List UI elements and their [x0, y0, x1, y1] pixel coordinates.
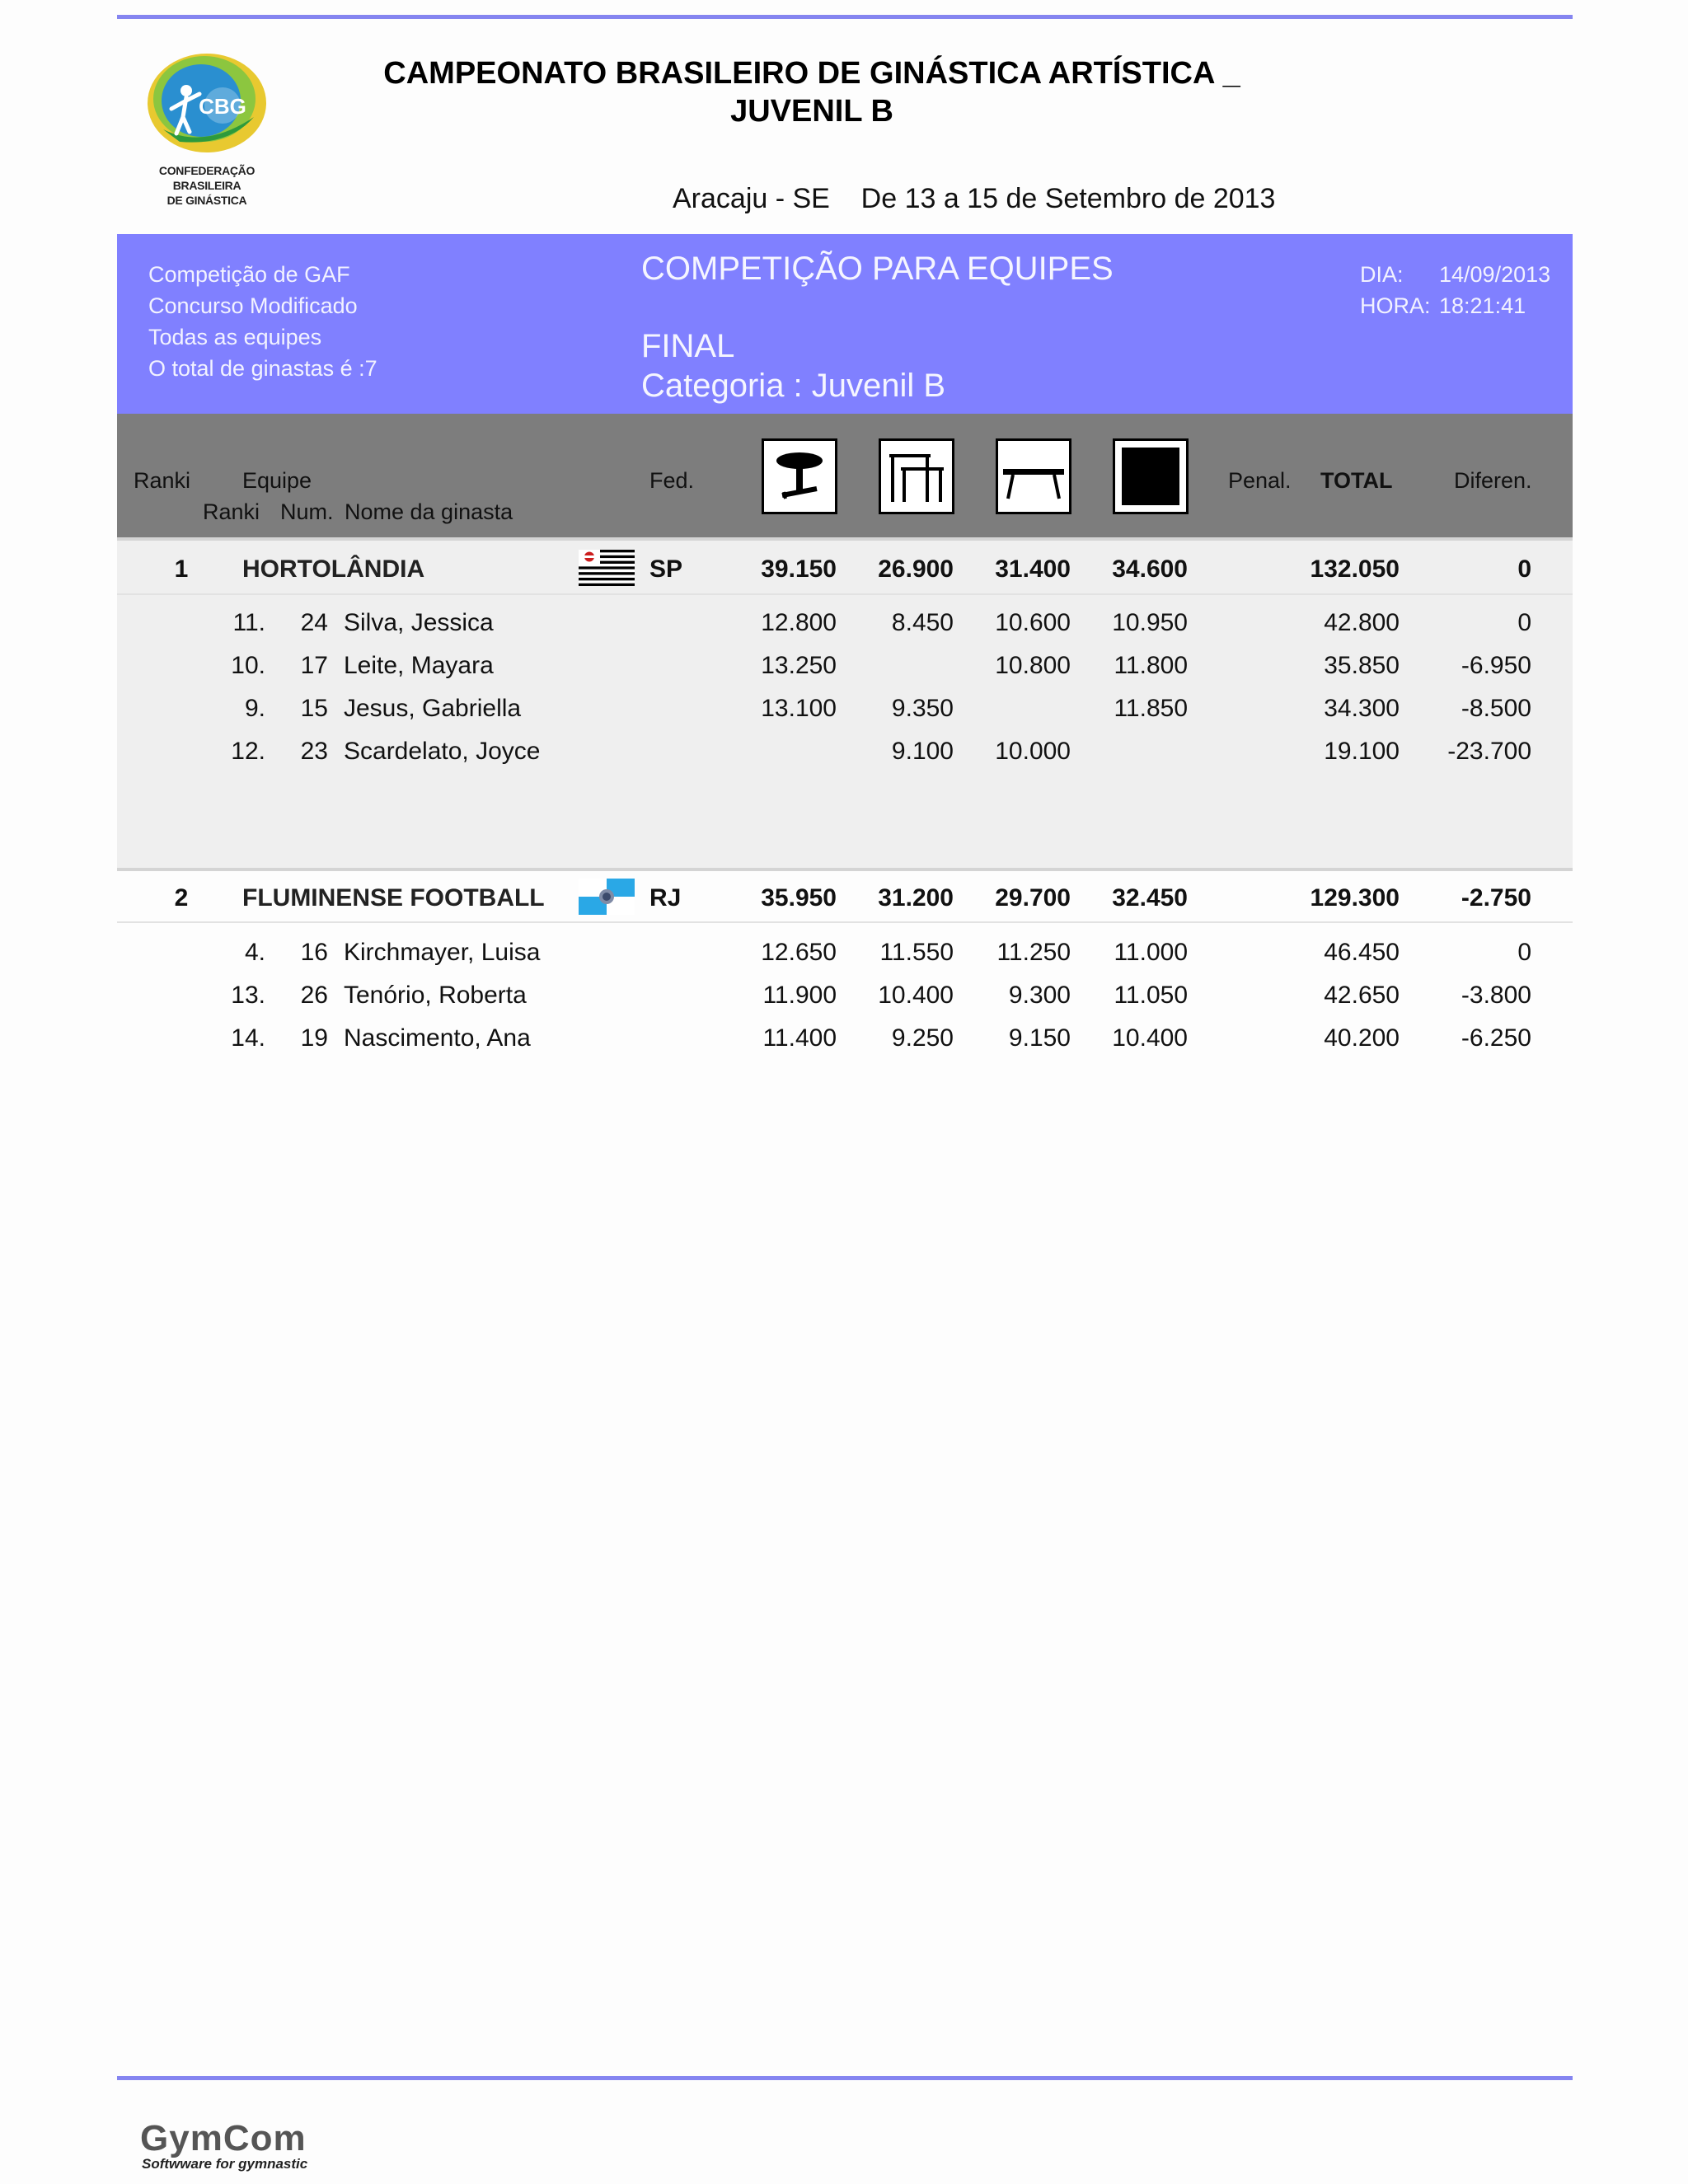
gymnast-rank: 12. [231, 738, 265, 765]
gymnast-apparatus-score: 13.100 [761, 695, 837, 722]
info-left [148, 259, 377, 384]
team-apparatus-score: 32.450 [1112, 884, 1188, 912]
competition-title: COMPETIÇÃO PARA EQUIPES [641, 251, 1114, 287]
team-fed: SP [649, 555, 683, 583]
gymnast-apparatus-score: 8.450 [891, 609, 954, 636]
gymnast-apparatus-score: 10.400 [878, 982, 954, 1009]
sao-paulo-flag [579, 550, 635, 586]
gymcom-logo: GymCom [140, 2118, 307, 2158]
date-label: DIA: [1360, 262, 1404, 287]
gymnast-apparatus-score: 10.950 [1112, 609, 1188, 636]
gymnast-apparatus-score: 11.900 [762, 982, 837, 1009]
team-apparatus-score: 39.150 [761, 555, 837, 583]
gymnast-diff: -23.700 [1447, 738, 1531, 765]
date-value: 14/09/2013 [1439, 262, 1551, 287]
team-total: 129.300 [1310, 884, 1400, 912]
gymnast-diff: -6.950 [1461, 652, 1531, 679]
gymnast-name: Scardelato, Joyce [344, 738, 541, 765]
gymnast-name: Kirchmayer, Luisa [344, 939, 541, 966]
uneven-bars-icon [879, 438, 954, 514]
gymnast-name: Leite, Mayara [344, 652, 494, 679]
team-apparatus-score: 31.200 [878, 884, 954, 912]
team-apparatus-score: 31.400 [995, 555, 1071, 583]
col-team: Equipe [242, 468, 312, 493]
gymnast-apparatus-score: 10.400 [1112, 1024, 1188, 1052]
gymnast-total: 19.100 [1324, 738, 1400, 765]
column-header [117, 414, 1573, 537]
gymnast-total: 42.800 [1324, 609, 1400, 636]
gymnast-num: 23 [300, 738, 328, 765]
floor-icon [1113, 438, 1189, 514]
team-total: 132.050 [1310, 555, 1400, 583]
col-gymnast: Nome da ginasta [345, 499, 513, 524]
gymnast-diff: -8.500 [1461, 695, 1531, 722]
team-diff: -2.750 [1461, 884, 1531, 912]
gymnast-apparatus-score: 11.800 [1114, 652, 1188, 679]
info-line: Concurso Modificado [148, 293, 358, 318]
gymnast-rank: 10. [231, 652, 265, 679]
gymnast-apparatus-score: 11.550 [879, 939, 954, 966]
dates: De 13 a 15 de Setembro de 2013 [860, 183, 1276, 214]
gymnast-num: 17 [300, 652, 328, 679]
phase: FINAL [641, 328, 735, 364]
gymnast-apparatus-score: 11.050 [1114, 982, 1188, 1009]
title-line-2: JUVENIL B [730, 94, 893, 129]
team-rank: 2 [174, 884, 189, 912]
cbg-logo [147, 51, 267, 155]
team-apparatus-score: 35.950 [761, 884, 837, 912]
team-apparatus-score: 29.700 [995, 884, 1071, 912]
gymnast-diff: 0 [1517, 939, 1531, 966]
team-diff: 0 [1517, 555, 1531, 583]
col-total: TOTAL [1320, 468, 1393, 493]
info-line: Todas as equipes [148, 325, 322, 349]
team-name: HORTOLÂNDIA [242, 555, 425, 583]
rio-de-janeiro-flag [579, 879, 635, 915]
gymnast-apparatus-score: 9.100 [891, 738, 954, 765]
gymnast-apparatus-score: 9.350 [891, 695, 954, 722]
title-line-1: CAMPEONATO BRASILEIRO DE GINÁSTICA ARTÍSTICA _ [383, 56, 1240, 91]
team-name: FLUMINENSE FOOTBALL [242, 884, 545, 912]
gymnast-num: 24 [300, 609, 328, 636]
info-line: Competição de GAF [148, 262, 350, 287]
team-separator [117, 868, 1573, 871]
gymnast-num: 16 [300, 939, 328, 966]
team-apparatus-score: 34.600 [1112, 555, 1188, 583]
gymnast-apparatus-score: 12.650 [761, 939, 837, 966]
gymnast-rank: 9. [244, 695, 265, 722]
team-rank: 1 [174, 555, 189, 583]
gymnast-apparatus-score: 9.150 [1008, 1024, 1071, 1052]
gymnast-diff: -3.800 [1461, 982, 1531, 1009]
category: Categoria : Juvenil B [641, 368, 946, 404]
vault-icon [762, 438, 837, 514]
col-rank: Ranki [134, 468, 191, 493]
balance-beam-icon [996, 438, 1071, 514]
gymnast-apparatus-score: 11.000 [1114, 939, 1188, 966]
gymnast-rank: 14. [231, 1024, 265, 1052]
gymnast-num: 19 [300, 1024, 328, 1052]
info-band [117, 234, 1573, 414]
info-line: O total de ginastas é :7 [148, 356, 377, 381]
bottom-rule [117, 2076, 1573, 2080]
svg-text:CBG: CBG [199, 94, 246, 119]
col-fed: Fed. [649, 468, 695, 493]
team-fed: RJ [649, 884, 682, 912]
gymnast-name: Tenório, Roberta [344, 982, 527, 1009]
gymnast-apparatus-score: 9.300 [1008, 982, 1071, 1009]
team-apparatus-score: 26.900 [878, 555, 954, 583]
gymnast-total: 42.650 [1324, 982, 1400, 1009]
gymnast-rank: 4. [244, 939, 265, 966]
location: Aracaju - SE [673, 183, 830, 214]
col-sub-rank: Ranki [203, 499, 260, 524]
team-separator [117, 537, 1573, 541]
gymnast-apparatus-score: 13.250 [761, 652, 837, 679]
top-rule [117, 15, 1573, 19]
gymnast-apparatus-score: 11.850 [1114, 695, 1188, 722]
gymnast-total: 40.200 [1324, 1024, 1400, 1052]
gymnast-diff: -6.250 [1461, 1024, 1531, 1052]
gymnast-apparatus-score: 9.250 [891, 1024, 954, 1052]
time-value: 18:21:41 [1439, 293, 1526, 318]
gymnast-name: Jesus, Gabriella [344, 695, 522, 722]
gymnast-num: 26 [300, 982, 328, 1009]
location-dates [673, 183, 1275, 215]
col-difference: Diferen. [1454, 468, 1532, 493]
gymcom-tagline: Softwware for gymnastic [142, 2156, 308, 2172]
gymnast-apparatus-score: 11.250 [996, 939, 1071, 966]
gymnast-total: 35.850 [1324, 652, 1400, 679]
team-divider [117, 921, 1573, 923]
gymnast-rank: 13. [231, 982, 265, 1009]
gymnast-total: 46.450 [1324, 939, 1400, 966]
gymnast-apparatus-score: 11.400 [762, 1024, 837, 1052]
logo-caption: CONFEDERAÇÃO BRASILEIRA DE GINÁSTICA [158, 164, 256, 207]
col-penalty: Penal. [1228, 468, 1292, 493]
gymnast-apparatus-score: 10.800 [995, 652, 1071, 679]
time-label: HORA: [1360, 293, 1431, 318]
gymnast-apparatus-score: 12.800 [761, 609, 837, 636]
team-divider [117, 593, 1573, 595]
col-num: Num. [280, 499, 334, 524]
gymnast-apparatus-score: 10.600 [995, 609, 1071, 636]
gymnast-num: 15 [300, 695, 328, 722]
gymnast-apparatus-score: 10.000 [995, 738, 1071, 765]
gymnast-total: 34.300 [1324, 695, 1400, 722]
gymnast-name: Nascimento, Ana [344, 1024, 531, 1052]
gymnast-name: Silva, Jessica [344, 609, 494, 636]
gymnast-rank: 11. [232, 609, 265, 636]
gymnast-diff: 0 [1517, 609, 1531, 636]
